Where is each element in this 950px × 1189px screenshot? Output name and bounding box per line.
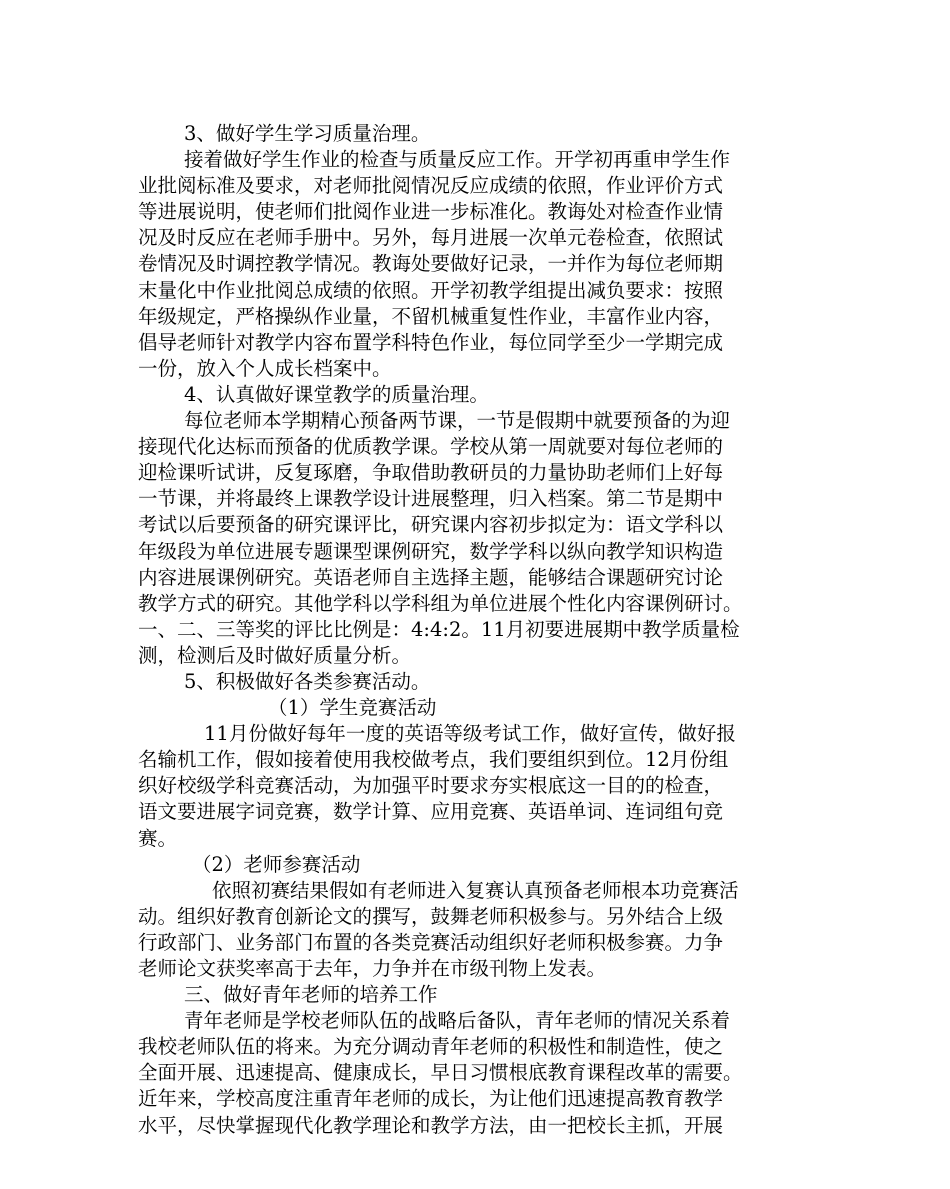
paragraph-line: 业批阅标准及要求，对老师批阅情况反应成绩的依照，作业评价方式	[138, 174, 724, 198]
subsection-heading-students: （1）学生竞赛活动	[268, 696, 437, 720]
paragraph-line: 每位老师本学期精心预备两节课，一节是假期中就要预备的为迎	[184, 409, 731, 433]
subsection-heading-teachers: （2）老师参赛活动	[192, 852, 361, 876]
paragraph-line: 名输机工作，假如接着使用我校做考点，我们要组织到位。12月份组	[138, 748, 729, 772]
paragraph-line: 测，检测后及时做好质量分析。	[138, 643, 412, 667]
paragraph-line: 语文要进展字词竞赛，数学计算、应用竞赛、英语单词、连词组句竞	[138, 800, 724, 824]
paragraph-line: 年级段为单位进展专题课型课例研究，数学学科以纵向教学知识构造	[138, 539, 724, 563]
paragraph-line: 等进展说明，使老师们批阅作业进一步标准化。教诲处对检查作业情	[138, 200, 724, 224]
paragraph-line: 迎检课听试讲，反复琢磨，争取借助教研员的力量协助老师们上好每	[138, 461, 724, 485]
paragraph-line: 青年老师是学校老师队伍的战略后备队，青年老师的情况关系着	[184, 1009, 731, 1033]
paragraph-line: 我校老师队伍的将来。为充分调动青年老师的积极性和制造性，使之	[138, 1035, 724, 1059]
paragraph-line: 考试以后要预备的研究课评比，研究课内容初步拟定为：语文学科以	[138, 513, 724, 537]
paragraph-line: 织好校级学科竞赛活动，为加强平时要求夯实根底这一目的的检查，	[138, 774, 724, 798]
paragraph-line: 近年来，学校高度注重青年老师的成长，为让他们迅速提高教育教学	[138, 1087, 724, 1111]
section-heading-3: 3、做好学生学习质量治理。	[184, 122, 431, 145]
paragraph-line: 依照初赛结果假如有老师进入复赛认真预备老师根本功竞赛活	[212, 878, 739, 902]
section-heading-4: 4、认真做好课堂教学的质量治理。	[184, 382, 489, 406]
paragraph-line: 内容进展课例研究。英语老师自主选择主题，能够结合课题研究讨论	[138, 565, 724, 589]
paragraph-line: 动。组织好教育创新论文的撰写，鼓舞老师积极参与。另外结合上级	[138, 904, 724, 928]
paragraph-line: 全面开展、迅速提高、健康成长，早日习惯根底教育课程改革的需要。	[138, 1061, 743, 1085]
document-body	[138, 121, 838, 1139]
paragraph-line: 教学方式的研究。其他学科以学科组为单位进展个性化内容课例研讨。	[138, 591, 743, 615]
paragraph-line: 末量化中作业批阅总成绩的依照。开学初教学组提出减负要求：按照	[138, 278, 724, 302]
section-heading-5: 5、积极做好各类参赛活动。	[184, 669, 431, 693]
paragraph-line: 卷情况及时调控教学情况。教诲处要做好记录，一并作为每位老师期	[138, 252, 724, 276]
section-heading-three: 三、做好青年老师的培养工作	[184, 983, 438, 1007]
paragraph-line: 一份，放入个人成长档案中。	[138, 356, 392, 380]
paragraph-line: 接着做好学生作业的检查与质量反应工作。开学初再重申学生作	[184, 148, 731, 172]
paragraph-line: 倡导老师针对教学内容布置学科特色作业，每位同学至少一学期完成	[138, 330, 724, 354]
paragraph-line: 接现代化达标而预备的优质教学课。学校从第一周就要对每位老师的	[138, 435, 724, 459]
paragraph-line: 赛。	[138, 826, 178, 850]
paragraph-line: 况及时反应在老师手册中。另外，每月进展一次单元卷检查，依照试	[138, 226, 724, 250]
paragraph-line: 老师论文获奖率高于去年，力争并在市级刊物上发表。	[138, 957, 607, 980]
paragraph-line: 行政部门、业务部门布置的各类竞赛活动组织好老师积极参赛。力争	[138, 930, 724, 954]
paragraph-line: 11月份做好每年一度的英语等级考试工作，做好宣传，做好报	[204, 722, 736, 746]
paragraph-line: 水平，尽快掌握现代化教学理论和教学方法，由一把校长主抓，开展	[138, 1113, 724, 1137]
paragraph-line: 年级规定，严格操纵作业量，不留机械重复性作业，丰富作业内容，	[138, 304, 724, 328]
paragraph-line: 一、二、三等奖的评比比例是：4:4:2。11月初要进展期中教学质量检	[138, 617, 740, 641]
paragraph-line: 一节课，并将最终上课教学设计进展整理，归入档案。第二节是期中	[138, 487, 724, 511]
